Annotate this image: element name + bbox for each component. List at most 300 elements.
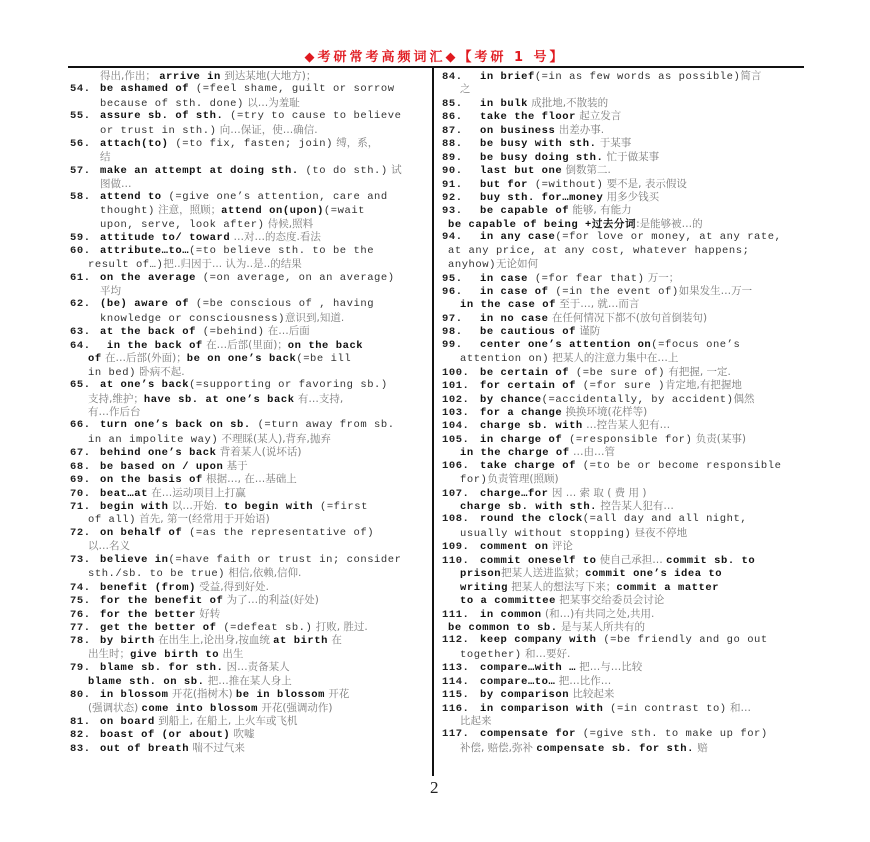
vocab-entry-line — [442, 97, 804, 110]
english-definition: (=to fix, fasten; join) — [168, 138, 333, 151]
vocab-entry-line — [442, 70, 804, 83]
entry-number: 57. — [70, 165, 91, 178]
chinese-meaning: 评论 — [548, 540, 573, 553]
vocab-entry-line — [442, 285, 804, 298]
phrase-term: charge sb. with — [480, 420, 583, 433]
vocab-entry-line — [442, 151, 804, 164]
vocab-entry-line — [442, 325, 804, 338]
chinese-meaning: 打败, 胜过. — [312, 620, 368, 633]
phrase-term: in no case — [480, 312, 549, 325]
phrase-term: attribute…to… — [100, 244, 190, 257]
chinese-meaning: 意识到,知道. — [284, 311, 345, 324]
chinese-meaning: 无论如何 — [495, 258, 538, 271]
phrase-term: to a committee — [460, 595, 556, 608]
phrase-term: assure sb. of sth. — [100, 110, 224, 123]
phrase-term: by birth — [100, 635, 155, 648]
entry-number: 63. — [70, 326, 91, 339]
vocab-entry-line — [70, 581, 428, 594]
phrase-term: in comparison with — [480, 702, 604, 715]
vocab-entry-line — [70, 661, 428, 674]
chinese-meaning: 成批地,不散装的 — [527, 96, 609, 109]
vocab-entry-line — [70, 527, 428, 540]
entry-number: 87. — [442, 124, 463, 137]
english-definition: (=as the representative of) — [182, 526, 375, 539]
vocab-continuation-line — [70, 258, 428, 271]
vocab-entry-line — [70, 419, 428, 432]
chinese-meaning: 根据…, 在…基础上 — [202, 473, 297, 486]
phrase-term: be busy doing sth. — [480, 151, 604, 164]
phrase-term: be capable of being +过去分词 — [448, 218, 637, 231]
entry-number: 99. — [442, 338, 463, 351]
phrase-term: of — [88, 353, 102, 366]
entry-number: 103. — [442, 406, 470, 419]
phrase-term: in the case of — [460, 299, 556, 312]
chinese-meaning: 能够, 有能力 — [569, 204, 632, 217]
chinese-meaning: 注意，照顾； — [154, 204, 222, 217]
vocab-continuation-line — [70, 124, 428, 137]
entry-number: 71. — [70, 501, 91, 513]
chinese-meaning: 负责(某事) — [692, 432, 746, 445]
phrase-term: by comparison — [480, 689, 570, 702]
chinese-meaning: 使自己承担… — [596, 553, 667, 566]
entry-number: 116. — [442, 702, 470, 715]
english-definition: result of…) — [88, 259, 164, 272]
phrase-term: believe in — [100, 553, 169, 566]
chinese-meaning: 和…要好. — [521, 647, 571, 660]
chinese-meaning: 比起来 — [460, 715, 492, 727]
english-definition: (=give one’s attention, care and — [161, 190, 388, 203]
vocab-continuation-line — [70, 178, 428, 191]
phrase-term: arrive in — [159, 71, 221, 83]
chinese-meaning: 出差办事. — [555, 123, 605, 136]
english-definition: in an impolite way) — [88, 433, 219, 446]
entry-number: 86. — [442, 111, 463, 124]
vocab-continuation-line — [442, 621, 804, 634]
english-definition: (=accidentally, by accident) — [541, 393, 734, 406]
entry-number: 109. — [442, 541, 470, 554]
entry-number: 104. — [442, 420, 470, 433]
vocab-entry-line — [442, 487, 804, 500]
vocab-entry-line — [70, 339, 428, 352]
vocab-entry-line — [442, 554, 804, 567]
phrase-term: in charge of — [480, 433, 563, 446]
vocab-entry-line — [70, 594, 428, 607]
entry-number: 77. — [70, 621, 91, 634]
page-number: 2 — [430, 778, 439, 797]
english-definition: (=be friendly and go out — [596, 634, 768, 647]
entry-number: 112. — [442, 634, 470, 647]
english-definition: (=be ill — [296, 353, 352, 366]
phrase-term: in case — [480, 272, 528, 285]
phrase-term: give birth to — [130, 648, 220, 661]
english-definition: (=for fear that) — [527, 272, 645, 285]
vocab-continuation-line — [442, 567, 804, 580]
phrase-term: out of breath — [100, 742, 190, 755]
chinese-meaning: 把某人的注意力集中在…上 — [549, 352, 679, 365]
vocab-entry-line — [442, 661, 804, 674]
vocab-entry-line — [442, 272, 804, 285]
chinese-meaning: 得出,作出； — [100, 70, 160, 82]
phrase-term: take the floor — [480, 111, 576, 124]
chinese-meaning: 因 … 索 取 ( 费 用 ) — [548, 486, 647, 499]
vocab-continuation-line — [70, 393, 428, 406]
english-definition: (=focus one’s — [651, 338, 741, 351]
vocab-continuation-line — [70, 648, 428, 661]
phrase-term: attitude to/ toward — [100, 232, 231, 245]
phrase-term: in bulk — [480, 97, 528, 110]
entry-number: 106. — [442, 459, 470, 472]
vocab-continuation-line — [442, 742, 804, 755]
phrase-term: benefit (from) — [100, 581, 196, 594]
vocab-continuation-line — [70, 366, 428, 379]
phrase-term: keep company with — [480, 634, 597, 647]
chinese-meaning: 为了…的利益(好处) — [223, 594, 319, 607]
phrase-term: have sb. at one’s back — [143, 393, 295, 406]
phrase-term: charge sb. with sth. — [460, 501, 598, 513]
left-column — [70, 70, 428, 755]
english-definition: because of sth. done) — [100, 97, 244, 110]
vocab-entry-line — [442, 339, 804, 352]
phrase-term: be based on / upon — [100, 460, 224, 473]
vocab-entry-line — [442, 204, 804, 217]
chinese-meaning: 相信,依赖,信仰. — [225, 567, 302, 580]
english-definition: (=have faith or trust in; consider — [168, 553, 402, 566]
entry-number: 81. — [70, 716, 91, 728]
phrase-term: get the better of — [100, 621, 217, 634]
vocab-continuation-line — [442, 648, 804, 661]
chinese-meaning: 如果发生…万一 — [678, 285, 753, 297]
phrase-term: commit sb. to — [666, 554, 756, 567]
entry-number: 76. — [70, 608, 91, 621]
entry-number: 93. — [442, 205, 463, 218]
chinese-meaning: 有…支持, — [294, 392, 344, 405]
chinese-meaning: 开花(指树木) — [168, 688, 236, 701]
vocab-entry-line — [442, 433, 804, 446]
entry-number: 102. — [442, 393, 470, 406]
vocab-entry-line — [70, 500, 428, 513]
phrase-term: compare…with … — [480, 662, 576, 675]
vocab-entry-line — [70, 191, 428, 204]
entry-number: 115. — [442, 689, 470, 702]
vocab-entry-line — [70, 460, 428, 473]
chinese-meaning: 把…推在某人身上 — [204, 674, 292, 687]
chinese-meaning: 在…运动项目上打赢 — [147, 486, 246, 499]
vocab-entry-line — [442, 178, 804, 191]
vocab-continuation-line — [442, 500, 804, 513]
vocab-entry-line — [442, 728, 804, 741]
chinese-meaning: 有…作后台 — [88, 405, 141, 418]
vocab-entry-line — [70, 379, 428, 392]
chinese-meaning: …由…管 — [569, 446, 615, 459]
english-definition: (=give sth. to make up for) — [575, 728, 768, 741]
chinese-meaning: 基于 — [223, 459, 248, 472]
entry-number: 95. — [442, 272, 463, 285]
english-definition: (=behind) — [195, 326, 265, 339]
phrase-term: commit oneself to — [480, 554, 597, 567]
vocab-continuation-line — [70, 540, 428, 553]
vocab-entry-line — [70, 137, 428, 150]
english-definition: attention on) — [460, 353, 550, 366]
vocab-entry-line — [442, 164, 804, 177]
english-definition: (=be sure of) — [569, 366, 665, 379]
phrase-term: in the charge of — [460, 447, 570, 460]
english-definition: (=to believe sth. to be the — [189, 244, 375, 257]
vocab-entry-line — [442, 366, 804, 379]
chinese-meaning: 结 — [100, 150, 111, 163]
chinese-meaning: 吹嘘 — [230, 728, 255, 741]
chinese-meaning: 在 — [327, 634, 342, 647]
phrase-term: in any case — [480, 231, 556, 244]
chinese-meaning: 换换环境(花样等) — [562, 405, 648, 418]
phrase-term: behind one’s back — [100, 447, 217, 460]
chinese-meaning: 首先, 第一(经常用于开始语) — [135, 513, 270, 526]
vocab-continuation-line — [70, 151, 428, 164]
vocab-entry-line — [70, 446, 428, 459]
vocab-continuation-line — [70, 567, 428, 580]
vocab-entry-line — [70, 164, 428, 177]
phrase-term: at the back of — [100, 326, 196, 339]
phrase-term: come into blossom — [141, 702, 258, 715]
phrase-term: comment on — [480, 541, 549, 554]
chinese-meaning: …对…的态度.看法 — [230, 231, 321, 244]
entry-number: 94. — [442, 231, 463, 244]
chinese-meaning: 开花 — [324, 688, 350, 701]
entry-number: 73. — [70, 553, 91, 566]
chinese-meaning: 赔 — [693, 741, 708, 754]
phrase-term: (be) aware of — [100, 298, 190, 311]
chinese-meaning: 补偿, 赔偿,弥补 — [460, 741, 537, 754]
entry-number: 68. — [70, 460, 91, 473]
chinese-meaning: 比较起来 — [569, 688, 615, 701]
entry-number: 64. — [70, 339, 91, 352]
vocab-continuation-line — [70, 702, 428, 715]
english-definition: (=defeat sb.) — [216, 621, 313, 634]
english-definition: (=in contrast to) — [603, 702, 727, 715]
chinese-meaning: 到船上, 在船上, 上火车或飞机 — [154, 715, 298, 727]
entry-number: 75. — [70, 595, 91, 608]
english-definition: anyhow) — [448, 259, 496, 272]
chinese-meaning: 以…名义 — [88, 540, 130, 553]
vocab-entry-line — [70, 110, 428, 123]
english-definition: (=in the event of) — [548, 286, 679, 298]
entry-number: 83. — [70, 742, 91, 755]
vocab-entry-line — [442, 540, 804, 553]
english-definition: at any price, at any cost, whatever happens; — [448, 244, 750, 257]
vocab-entry-line — [70, 554, 428, 567]
vocab-continuation-line — [70, 352, 428, 365]
entry-number: 80. — [70, 689, 91, 702]
english-definition: (=for sure ) — [575, 380, 665, 393]
vocab-entry-line — [70, 742, 428, 755]
entry-number: 66. — [70, 419, 91, 432]
page-header-title: ◆考研常考高频词汇◆【考研 1 号】 — [304, 50, 566, 65]
phrase-term: be on one’s back — [186, 353, 297, 366]
phrase-term: by chance — [480, 393, 542, 406]
phrase-term: on business — [480, 124, 556, 137]
english-definition: or trust in sth.) — [100, 124, 217, 137]
chinese-meaning: 出生 — [219, 647, 244, 660]
vocab-entry-line — [442, 460, 804, 473]
vocab-entry-line — [70, 728, 428, 741]
chinese-meaning: 把…比作… — [555, 674, 612, 687]
vocab-continuation-line — [70, 312, 428, 325]
vocab-entry-line — [442, 124, 804, 137]
chinese-meaning: …控告某人犯有… — [582, 419, 671, 432]
vocab-entry-line — [70, 325, 428, 338]
entry-number: 89. — [442, 151, 463, 164]
chinese-meaning: 出生时； — [88, 647, 130, 660]
phrase-term: for a change — [480, 406, 563, 419]
phrase-term: compare…to… — [480, 675, 556, 688]
vocab-entry-line — [70, 272, 428, 285]
vocab-entry-line — [442, 137, 804, 150]
phrase-term: for the benefit of — [100, 595, 224, 608]
chinese-meaning: 受益,得到好处. — [195, 580, 269, 593]
english-definition: (=feel shame, guilt or sorrow — [189, 83, 395, 96]
entry-number: 105. — [442, 433, 470, 446]
english-definition: (=for love or money, at any rate, — [555, 231, 782, 244]
phrase-term: be ashamed of — [100, 83, 190, 96]
chinese-meaning: 之 — [460, 83, 471, 96]
chinese-meaning: 是与某人所共有的 — [557, 620, 645, 633]
phrase-term: buy sth. for…money — [480, 191, 604, 204]
vocab-entry-line — [442, 393, 804, 406]
entry-number: 54. — [70, 83, 91, 96]
vocab-continuation-line — [442, 352, 804, 365]
phrase-term: be capable of — [480, 205, 570, 218]
chinese-meaning: 喘不过气来 — [189, 741, 245, 754]
phrase-term: in the back of — [100, 339, 203, 352]
chinese-meaning: 谨防 — [575, 325, 601, 338]
chinese-meaning: 向…保证，使…确信. — [216, 123, 318, 136]
phrase-term: be common to sb. — [448, 621, 558, 634]
header-divider — [68, 66, 804, 68]
phrase-term: prison — [460, 568, 502, 581]
chinese-meaning: 在…后部(外面)； — [101, 352, 187, 365]
english-definition: usually without stopping) — [460, 527, 632, 540]
phrase-term: in common — [480, 608, 542, 621]
vocab-entry-line — [442, 379, 804, 392]
phrase-term: be certain of — [480, 366, 570, 379]
english-definition: upon, serve, look after) — [100, 218, 265, 231]
chinese-meaning: 侍候,照料 — [264, 217, 314, 230]
chinese-meaning: 控告某人犯有… — [597, 500, 674, 512]
vocab-entry-line — [442, 702, 804, 715]
entry-number: 98. — [442, 326, 463, 339]
chinese-meaning: (强调状态) — [88, 701, 142, 714]
chinese-meaning: 在出生上,论出身,按血统 — [154, 634, 274, 647]
vocab-entry-line — [442, 608, 804, 621]
chinese-meaning: (和…)有共同之处,共用. — [541, 607, 655, 620]
vocab-continuation-line — [442, 473, 804, 486]
vocab-entry-line — [442, 419, 804, 432]
phrase-term: on the average — [100, 271, 196, 284]
entry-number: 110. — [442, 554, 470, 567]
chinese-meaning: 缚，系， — [332, 137, 379, 150]
phrase-term: center one’s attention on — [480, 338, 652, 351]
chinese-meaning: 开花(强调动作) — [258, 701, 333, 714]
chinese-meaning: 至于…, 就…而言 — [555, 298, 640, 311]
english-definition: (=responsible for) — [562, 433, 693, 446]
chinese-meaning: 昼夜不停地 — [631, 526, 688, 539]
english-definition: (=supporting or favoring sb.) — [189, 379, 388, 392]
phrase-term: but for — [480, 178, 528, 191]
chinese-meaning: 把..归因于... 认为..是..的结果 — [163, 258, 302, 271]
chinese-meaning: 把某人送进监狱； — [501, 567, 586, 580]
chinese-meaning: 试 — [387, 164, 402, 177]
phrase-term: be busy with sth. — [480, 138, 597, 151]
column-divider — [432, 68, 434, 776]
phrase-term: at birth — [273, 635, 328, 648]
english-definition: (=all day and all night, — [582, 513, 748, 526]
chinese-meaning: 因…责备某人 — [223, 661, 290, 674]
phrase-term: commit a matter — [616, 581, 720, 594]
entry-number: 91. — [442, 178, 463, 191]
entry-number: 92. — [442, 191, 463, 204]
entry-number: 55. — [70, 110, 91, 123]
chinese-meaning: 忙于做某事 — [603, 150, 660, 163]
entry-number: 56. — [70, 138, 91, 151]
phrase-term: for the better — [100, 608, 196, 621]
phrase-term: blame sth. on sb. — [88, 675, 205, 688]
vocab-continuation-line — [70, 285, 428, 298]
entry-number: 114. — [442, 675, 470, 688]
entry-number: 107. — [442, 487, 470, 500]
entry-number: 61. — [70, 271, 91, 284]
chinese-meaning: 倒数第二. — [562, 164, 611, 177]
chinese-meaning: 在任何情况下都不(放句首倒装句) — [548, 311, 708, 324]
vocab-entry-line — [70, 487, 428, 500]
phrase-term: in case of — [480, 286, 549, 298]
entry-number: 79. — [70, 662, 91, 675]
phrase-term: charge…for — [480, 487, 549, 500]
phrase-term: take charge of — [480, 459, 576, 472]
english-definition: (=try to cause to believe — [223, 110, 402, 123]
chinese-meaning: 万一； — [644, 271, 680, 284]
vocab-continuation-line — [70, 675, 428, 688]
english-definition: sth./sb. to be true) — [88, 568, 226, 581]
chinese-meaning: 把…与…比较 — [575, 661, 643, 674]
entry-number: 85. — [442, 97, 463, 110]
vocab-entry-line — [70, 83, 428, 96]
vocab-entry-line — [442, 406, 804, 419]
vocab-continuation-line — [70, 97, 428, 110]
chinese-meaning: 支持,维护； — [88, 392, 144, 405]
vocab-continuation-line — [442, 446, 804, 459]
phrase-term: turn one’s back on sb. — [100, 419, 251, 432]
vocab-continuation-line — [442, 245, 804, 258]
vocab-entry-line — [442, 312, 804, 325]
vocab-continuation-line — [442, 581, 804, 594]
phrase-term: attend to — [100, 190, 162, 203]
phrase-term: in blossom — [100, 689, 169, 702]
phrase-term: blame sb. for sth. — [100, 662, 224, 675]
vocab-continuation-line — [442, 218, 804, 231]
vocab-entry-line — [70, 245, 428, 258]
chinese-meaning: 起立发言 — [575, 110, 622, 123]
vocab-continuation-line — [70, 513, 428, 526]
chinese-meaning: 到达某地(大地方)； — [220, 70, 317, 82]
phrase-term: writing — [460, 581, 508, 594]
english-definition: (=turn away from sb. — [250, 419, 395, 432]
english-definition: (=to be or become responsible — [575, 459, 782, 472]
chinese-meaning: 于某事 — [596, 137, 632, 150]
entry-number: 67. — [70, 447, 91, 460]
phrase-term: round the clock — [480, 513, 583, 526]
english-definition: (=in as few words as possible) — [534, 71, 741, 83]
vocab-entry-line — [442, 513, 804, 526]
english-definition: in bed) — [88, 366, 136, 379]
